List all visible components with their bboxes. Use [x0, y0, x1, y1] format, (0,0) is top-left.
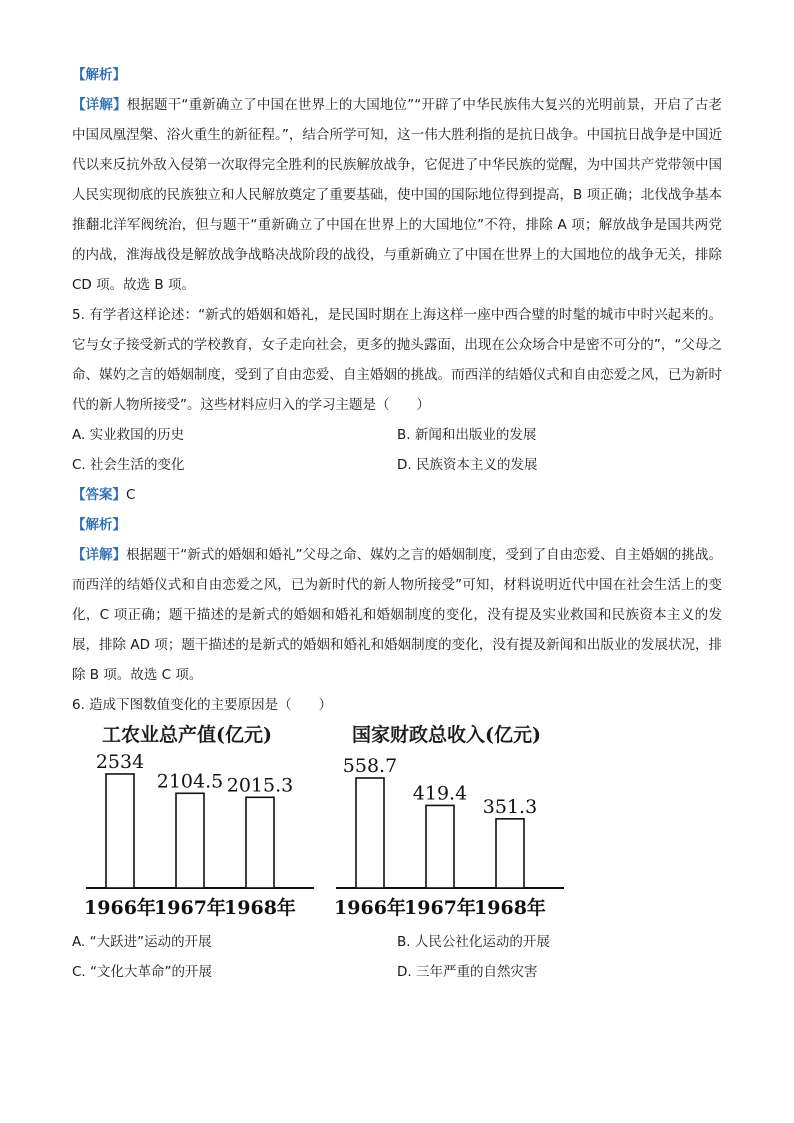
- q5-analysis-heading: 【解析】: [72, 517, 126, 533]
- chart-title: 工农业总产值(亿元): [102, 724, 272, 746]
- bar: [246, 797, 274, 888]
- x-tick-label: 1966年: [334, 897, 406, 919]
- bar-value-label: 351.3: [482, 795, 538, 818]
- q6-option-c: C. “文化大革命”的开展: [72, 964, 212, 980]
- x-tick-label: 1968年: [474, 897, 546, 919]
- bar: [106, 774, 134, 888]
- document-page: [72, 60, 722, 987]
- bar-value-label: 2534: [95, 750, 145, 773]
- bar-value-label: 558.7: [342, 755, 398, 778]
- q5-detail: 【详解】根据题干“新式的婚姻和婚礼”父母之命、媒妁之言的婚姻制度，受到了自由恋爱、自主婚姻的挑战。而西洋的结婚仪式和自由恋爱之风，已为新时代的新人物所接受”可知，材料说明近代中国在社会生活上的变化，C 项正确；题干描述的是新式的婚姻和婚礼和婚姻制度的变化，没有提及实业救国和民族资本主义的发展，排除 AD 项；题干描述的是新式的婚姻和婚礼和婚姻制度的变化，没有提及新闻和出版业的发展状况，排除 B 项。故选 C 项。: [72, 547, 722, 683]
- q5-option-c: C. 社会生活的变化: [72, 457, 185, 473]
- q6-option-d: D. 三年严重的自然灾害: [397, 964, 538, 980]
- q5-stem: 5. 有学者这样论述：“新式的婚姻和婚礼，是民国时期在上海这样一座中西合璧的时髦的城市中时兴起来的。它与女子接受新式的学校教育，女子走向社会，更多的抛头露面，出现在公众场合中是密不可分的”，“父母之命、媒妁之言的婚姻制度，受到了自由恋爱、自主婚姻的挑战。而西洋的结婚仪式和自由恋爱之风，已为新时代的新人物所接受”。这些材料应归入的学习主题是（ ）: [72, 307, 722, 413]
- q6-stem: 6. 造成下图数值变化的主要原因是（ ）: [72, 697, 333, 713]
- x-tick-label: 1967年: [154, 897, 226, 919]
- chart-industrial-output: [80, 722, 320, 927]
- q4-analysis-heading: 【解析】: [72, 67, 126, 83]
- q5-option-d: D. 民族资本主义的发展: [397, 457, 538, 473]
- bar: [426, 805, 454, 888]
- x-tick-label: 1967年: [404, 897, 476, 919]
- q4-detail-text: 根据题干“重新确立了中国在世界上的大国地位”“开辟了中华民族伟大复兴的光明前景，开启了古老中国凤凰涅槃、浴火重生的新征程。”，结合所学可知，这一伟大胜利指的是抗日战争。中国抗日战争是中国近代以来反抗外敌入侵第一次取得完全胜利的民族解放战争，它促进了中华民族的觉醒，为中国共产党带领中国人民实现彻底的民族独立和人民解放奠定了重要基础，使中国的国际地位得到提高，B 项正确；北伐战争基本推翻北洋军阀统治，但与题干“重新确立了中国在世界上的大国地位”不符，排除 A 项；解放战争是国共两党的内战，淮海战役是解放战争战略决战阶段的战役，与重新确立了中国在世界上的大国地位的战争无关，排除 CD 项。故选 B 项。: [72, 97, 723, 293]
- bar-value-label: 2015.3: [226, 774, 294, 797]
- chart-title: 国家财政总收入(亿元): [352, 724, 541, 746]
- bar-chart-svg: [80, 722, 320, 927]
- q6-charts: [72, 722, 722, 927]
- q5-option-b: B. 新闻和出版业的发展: [397, 427, 537, 443]
- q6-option-a: A. “大跃进”运动的开展: [72, 934, 212, 950]
- x-tick-label: 1966年: [84, 897, 156, 919]
- q6-option-b: B. 人民公社化运动的开展: [397, 934, 550, 950]
- q5-options: [72, 420, 722, 480]
- bar-value-label: 2104.5: [156, 770, 224, 793]
- q5-detail-text: 根据题干“新式的婚姻和婚礼”父母之命、媒妁之言的婚姻制度，受到了自由恋爱、自主婚姻的挑战。而西洋的结婚仪式和自由恋爱之风，已为新时代的新人物所接受”可知，材料说明近代中国在社会生活上的变化，C 项正确；题干描述的是新式的婚姻和婚礼和婚姻制度的变化，没有提及实业救国和民族资本主义的发展，排除 AD 项；题干描述的是新式的婚姻和婚礼和婚姻制度的变化，没有提及新闻和出版业的发展状况，排除 B 项。故选 C 项。: [72, 547, 722, 683]
- bar-chart-svg: [330, 722, 570, 927]
- q6-options: [72, 927, 722, 987]
- bar: [176, 793, 204, 888]
- q4-detail: 【详解】根据题干“重新确立了中国在世界上的大国地位”“开辟了中华民族伟大复兴的光明前景，开启了古老中国凤凰涅槃、浴火重生的新征程。”，结合所学可知，这一伟大胜利指的是抗日战争。中国抗日战争是中国近代以来反抗外敌入侵第一次取得完全胜利的民族解放战争，它促进了中华民族的觉醒，为中国共产党带领中国人民实现彻底的民族独立和人民解放奠定了重要基础，使中国的国际地位得到提高，B 项正确；北伐战争基本推翻北洋军阀统治，但与题干“重新确立了中国在世界上的大国地位”不符，排除 A 项；解放战争是国共两党的内战，淮海战役是解放战争战略决战阶段的战役，与重新确立了中国在世界上的大国地位的战争无关，排除 CD 项。故选 B 项。: [72, 97, 723, 293]
- q5-answer-value: C: [126, 487, 136, 503]
- chart-fiscal-revenue: [330, 722, 570, 927]
- bar-value-label: 419.4: [412, 782, 468, 805]
- q5-option-a: A. 实业救国的历史: [72, 427, 185, 443]
- bar: [356, 778, 384, 888]
- x-tick-label: 1968年: [224, 897, 296, 919]
- bar: [496, 819, 524, 888]
- q5-answer: 【答案】C: [72, 487, 136, 503]
